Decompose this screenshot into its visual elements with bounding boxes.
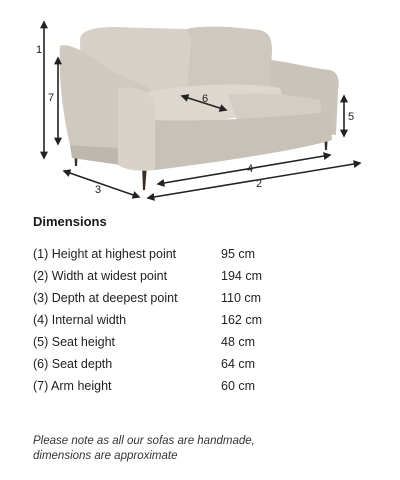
dimension-label: (1) Height at highest point <box>33 247 177 261</box>
dimension-value: 64 cm <box>221 357 256 371</box>
dimension-label: (6) Seat depth <box>33 357 113 371</box>
dimension-row <box>33 265 333 287</box>
dimension-row <box>33 309 333 331</box>
note-line-2: dimensions are approximate <box>33 450 178 462</box>
dimensions-list <box>33 243 333 397</box>
dimension-label: (3) Depth at deepest point <box>33 291 178 305</box>
marker-3: 3 <box>95 184 102 196</box>
sofa-diagram <box>0 0 400 210</box>
dimension-row <box>33 353 333 375</box>
sofa-illustration <box>0 0 400 210</box>
dimension-value: 48 cm <box>221 335 256 349</box>
marker-4: 4 <box>247 163 254 175</box>
dimension-row <box>33 287 333 309</box>
marker-1: 1 <box>36 44 43 56</box>
marker-7: 7 <box>48 92 55 104</box>
marker-5: 5 <box>348 111 355 123</box>
marker-6: 6 <box>202 93 209 105</box>
marker-2: 2 <box>256 178 263 190</box>
dimension-label: (5) Seat height <box>33 335 115 349</box>
dimension-row <box>33 331 333 353</box>
dimension-value: 60 cm <box>221 379 256 393</box>
handmade-note <box>33 434 373 464</box>
dimension-label: (7) Arm height <box>33 379 112 393</box>
dimension-label: (4) Internal width <box>33 313 127 327</box>
dimension-label: (2) Width at widest point <box>33 269 168 283</box>
dimension-value: 194 cm <box>221 269 262 283</box>
dimension-value: 95 cm <box>221 247 256 261</box>
dimensions-heading: Dimensions <box>33 214 107 229</box>
dimension-value: 110 cm <box>221 291 262 305</box>
sofa-image <box>60 27 339 190</box>
dimension-row <box>33 243 333 265</box>
note-line-1: Please note as all our sofas are handmade, <box>33 435 255 447</box>
dim-line-depth <box>64 171 139 197</box>
dimension-row <box>33 375 333 397</box>
dimension-value: 162 cm <box>221 313 262 327</box>
